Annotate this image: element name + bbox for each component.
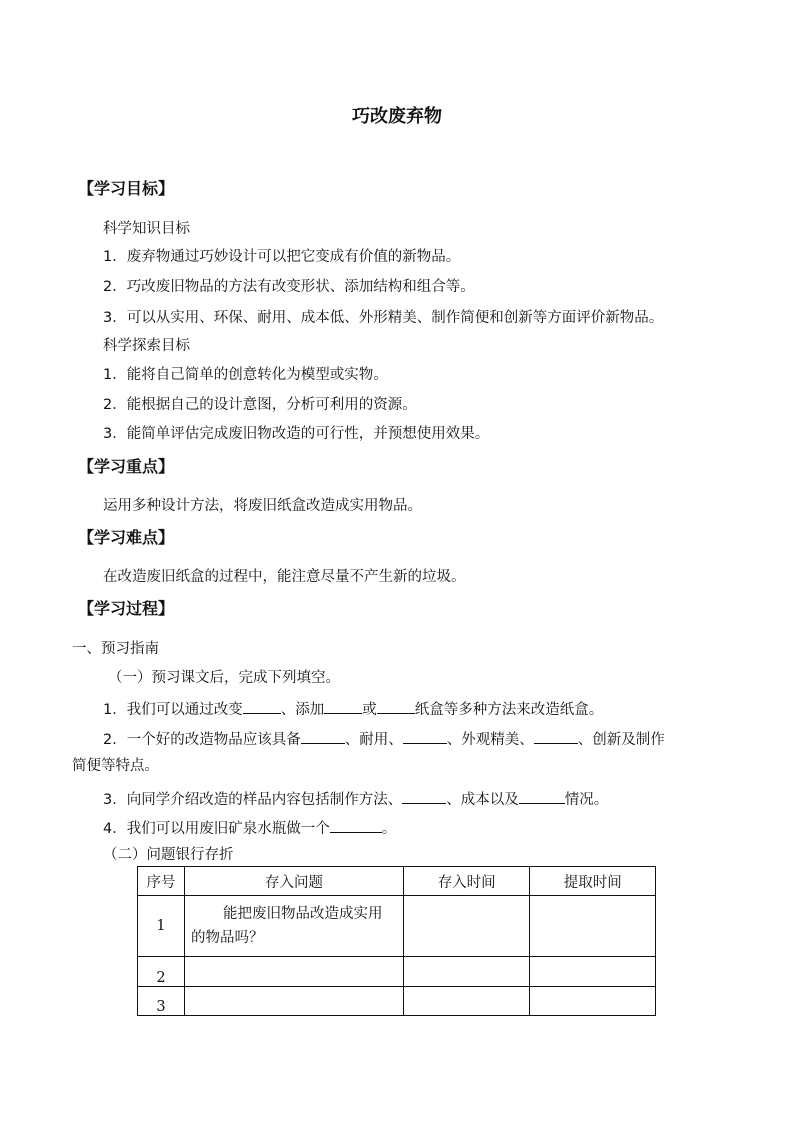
q3-text: 情况。 xyxy=(564,792,609,808)
answer-blank[interactable] xyxy=(330,819,382,833)
inquiry-goal-item: 1．能将自己简单的创意转化为模型或实物。 xyxy=(103,367,388,383)
inquiry-goal-item: 2．能根据自己的设计意图，分析可利用的资源。 xyxy=(103,397,417,413)
table-row xyxy=(138,987,656,1016)
knowledge-goal-item: 3．可以从实用、环保、耐用、成本低、外形精美、制作简便和创新等方面评价新物品。 xyxy=(103,310,664,326)
column-header-question: 存入问题 xyxy=(185,867,404,896)
preview-guide-title: 一、预习指南 xyxy=(72,641,159,657)
row-index: 2 xyxy=(138,957,185,987)
q2-text: 、耐用、 xyxy=(344,732,403,748)
q2-text: 2．一个好的改造物品应该具备 xyxy=(103,732,301,748)
knowledge-goal-item: 1．废弃物通过巧妙设计可以把它变成有价值的新物品。 xyxy=(103,249,461,265)
row-index: 3 xyxy=(138,987,185,1016)
heading-process: 【学习过程】 xyxy=(78,599,175,618)
row-deposit-time[interactable] xyxy=(403,896,529,957)
q1-text: 或 xyxy=(362,702,377,718)
answer-blank[interactable] xyxy=(402,790,446,804)
fill-question-1 xyxy=(103,700,603,718)
inquiry-goal-item: 3．能简单评估完成废旧物改造的可行性，并预想使用效果。 xyxy=(103,426,490,442)
table-header-row xyxy=(138,867,656,896)
q4-text: 。 xyxy=(381,821,397,837)
row-deposit-time[interactable] xyxy=(403,957,529,987)
knowledge-goal-item: 2．巧改废旧物品的方法有改变形状、添加结构和组合等。 xyxy=(103,279,475,295)
q3-text: 、成本以及 xyxy=(446,792,519,808)
fill-question-3 xyxy=(103,790,608,808)
row-question[interactable] xyxy=(185,957,404,987)
answer-blank[interactable] xyxy=(534,730,578,744)
q1-text: 、添加 xyxy=(280,702,325,718)
heading-objectives: 【学习目标】 xyxy=(78,179,175,198)
document-title: 巧改废弃物 xyxy=(352,106,442,127)
row-withdraw-time[interactable] xyxy=(530,987,656,1016)
question-bank-table xyxy=(137,866,656,1016)
q2-text: 、外观精美、 xyxy=(446,732,534,748)
fill-question-2 xyxy=(103,730,665,748)
column-header-index: 序号 xyxy=(138,867,185,896)
answer-blank[interactable] xyxy=(403,730,447,744)
fill-blank-instruction: （一）预习课文后，完成下列填空。 xyxy=(108,670,340,686)
answer-blank[interactable] xyxy=(243,700,281,714)
row-withdraw-time[interactable] xyxy=(530,896,656,957)
column-header-deposit-time: 存入时间 xyxy=(403,867,529,896)
fill-question-2-continued: 简便等特点。 xyxy=(72,758,159,774)
answer-blank[interactable] xyxy=(324,700,362,714)
q3-text: 3．向同学介绍改造的样品内容包括制作方法、 xyxy=(103,792,403,808)
row-question[interactable] xyxy=(185,987,404,1016)
row-question[interactable]: 能把废旧物品改造成实用的物品吗？ xyxy=(185,896,404,957)
answer-blank[interactable] xyxy=(519,790,565,804)
q1-text: 1．我们可以通过改变 xyxy=(103,702,243,718)
row-index: 1 xyxy=(138,896,185,957)
row-withdraw-time[interactable] xyxy=(530,957,656,987)
key-points-text: 运用多种设计方法，将废旧纸盒改造成实用物品。 xyxy=(103,498,422,514)
table-row xyxy=(138,957,656,987)
heading-key-points: 【学习重点】 xyxy=(78,457,175,476)
q4-text: 4．我们可以用废旧矿泉水瓶做一个 xyxy=(103,821,330,837)
inquiry-goals-title: 科学探索目标 xyxy=(103,338,190,354)
heading-difficulties: 【学习难点】 xyxy=(78,528,175,547)
answer-blank[interactable] xyxy=(301,730,345,744)
q1-text: 纸盒等多种方法来改造纸盒。 xyxy=(414,702,604,718)
q2-text: 、创新及制作 xyxy=(577,732,665,748)
column-header-withdraw-time: 提取时间 xyxy=(530,867,656,896)
difficulties-text: 在改造废旧纸盒的过程中，能注意尽量不产生新的垃圾。 xyxy=(103,569,466,585)
table-row xyxy=(138,896,656,957)
row-deposit-time[interactable] xyxy=(403,987,529,1016)
fill-question-4 xyxy=(103,819,396,837)
answer-blank[interactable] xyxy=(377,700,415,714)
question-bank-title: （二）问题银行存折 xyxy=(103,847,234,863)
knowledge-goals-title: 科学知识目标 xyxy=(103,221,190,237)
